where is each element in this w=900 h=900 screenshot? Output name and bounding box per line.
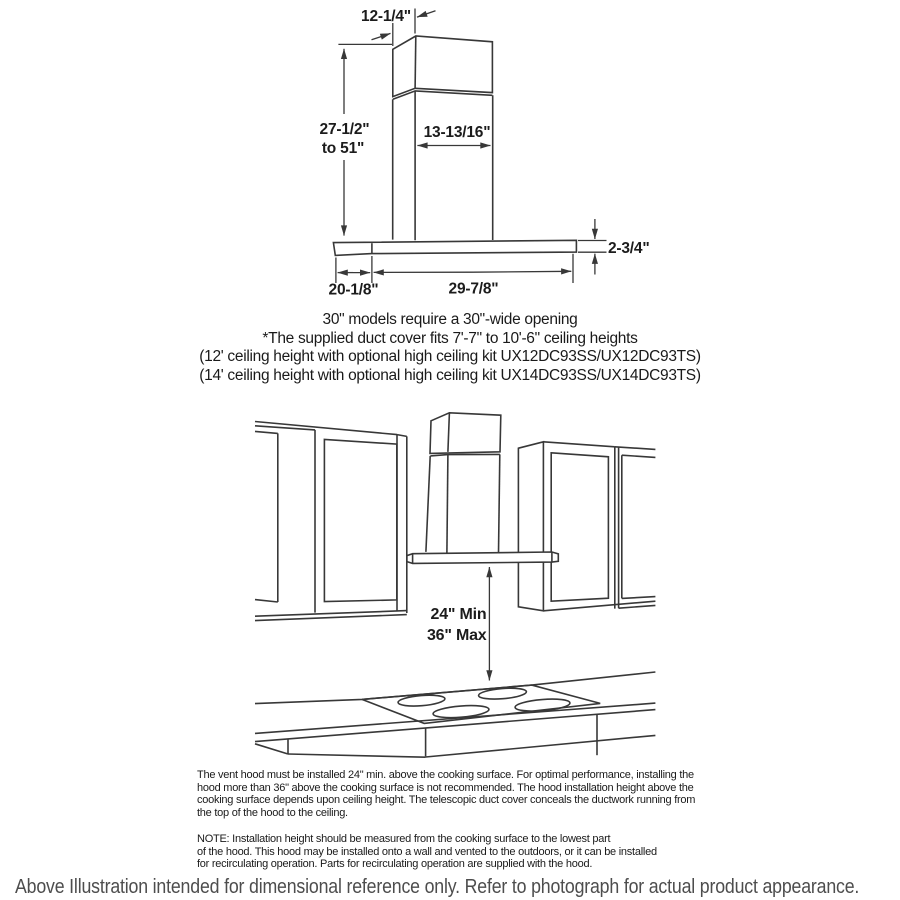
spec-line-duct-cover: *The supplied duct cover fits 7'-7" to 10'-6" ceiling heights bbox=[262, 329, 638, 347]
left-wall-cabinets bbox=[255, 422, 407, 621]
note-paragraph bbox=[197, 833, 737, 871]
installation-paragraph bbox=[197, 769, 737, 819]
duct-width-label: 13-13/16" bbox=[423, 123, 491, 141]
figure-hood-dimensional-diagram bbox=[300, 0, 680, 310]
dimension-duct-width bbox=[417, 124, 490, 146]
installation-paragraph-line: hood more than 36" above the cooking surface is not recommended. The hood installation height above the bbox=[197, 781, 694, 794]
clearance-max-label: 36" Max bbox=[426, 627, 487, 645]
base-cabinets bbox=[255, 714, 655, 757]
installation-paragraph-line: The vent hood must be installed 24" min. above the cooking surface. For optimal performance, installing the bbox=[197, 769, 694, 781]
duct-height-label-line1: 27-1/2" bbox=[319, 120, 370, 138]
note-paragraph-line: for recirculating operation. Parts for recirculating operation are supplied with the hood. bbox=[197, 858, 593, 871]
chimney-duct-cover bbox=[426, 413, 501, 554]
duct-cover-upper-section bbox=[393, 36, 493, 97]
dimension-clearance bbox=[427, 567, 489, 681]
footer-disclaimer: Above Illustration intended for dimensional reference only. Refer to photograph for actual product appearance. bbox=[15, 875, 860, 898]
canopy-depth-label: 20-1/8" bbox=[328, 281, 379, 299]
canopy-width-label: 29-7/8" bbox=[448, 280, 499, 298]
duct-cover-lower-section bbox=[393, 91, 493, 240]
installation-paragraph-line: cooking surface depends upon ceiling height. The telescopic duct cover conceals the ductwork running from bbox=[197, 794, 696, 807]
note-paragraph-line: of the hood. This hood may be installed onto a wall and vented to the outdoors, or it can be installed bbox=[197, 845, 657, 858]
installation-paragraph-line: the top of the hood to the ceiling. bbox=[197, 806, 348, 819]
duct-height-label-line2: to 51" bbox=[321, 139, 365, 157]
spec-line-kit-14ft: (14' ceiling height with optional high ceiling kit UX14DC93SS/UX14DC93TS) bbox=[199, 367, 701, 385]
duct-top-depth-label: 12-1/4" bbox=[361, 8, 411, 25]
spec-notes-block bbox=[0, 311, 900, 386]
clearance-min-label: 24" Min bbox=[430, 605, 487, 623]
dimension-duct-height bbox=[320, 44, 392, 235]
canopy-height-label: 2-3/4" bbox=[608, 240, 650, 258]
hood-canopy-installed bbox=[407, 552, 558, 563]
dimension-duct-top-depth bbox=[361, 8, 435, 46]
dimension-canopy-height bbox=[578, 219, 649, 275]
dimension-canopy-depth-width bbox=[329, 254, 573, 299]
right-wall-cabinets bbox=[518, 442, 655, 611]
figure-installation-illustration bbox=[250, 400, 670, 772]
spec-line-opening: 30" models require a 30"-wide opening bbox=[322, 311, 578, 328]
hood-canopy bbox=[333, 240, 576, 255]
note-paragraph-line: NOTE: Installation height should be measured from the cooking surface to the lowest part bbox=[197, 833, 611, 845]
spec-line-kit-12ft: (12' ceiling height with optional high ceiling kit UX12DC93SS/UX12DC93TS) bbox=[199, 348, 701, 366]
